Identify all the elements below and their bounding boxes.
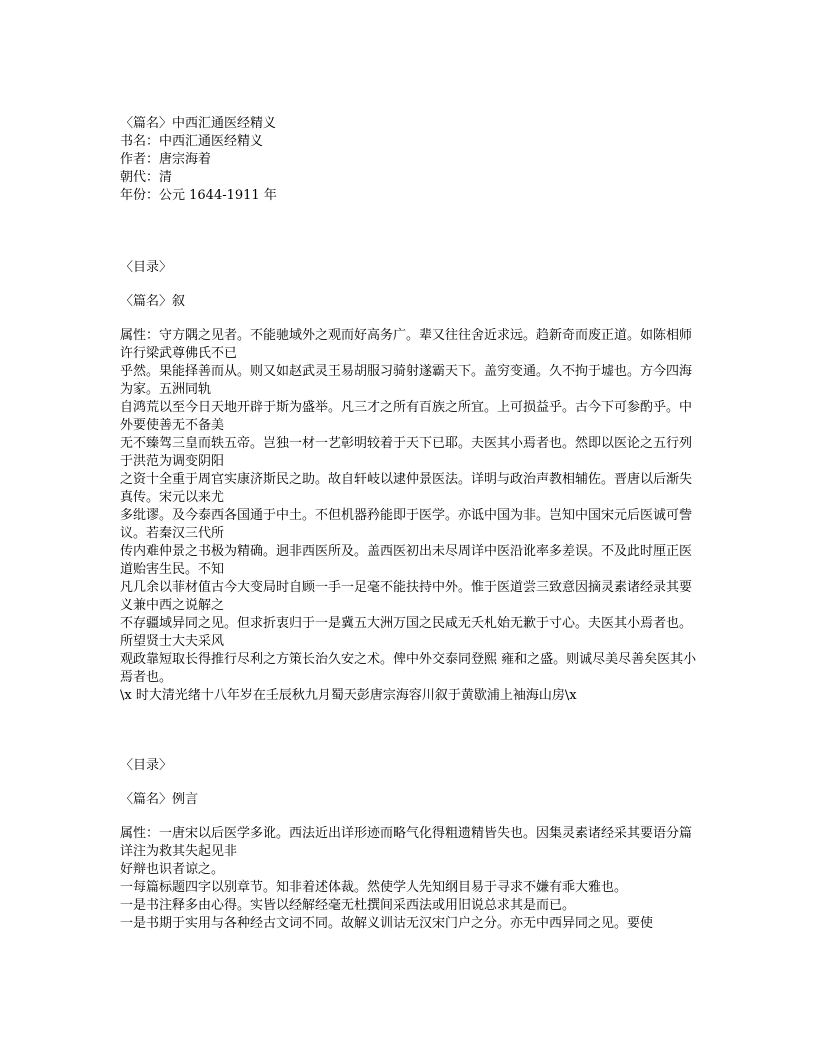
body-line: 好辩也识者谅之。 [120, 862, 225, 877]
spacer [120, 311, 700, 327]
body-line: 乎然。果能择善而从。则又如赵武灵王易胡服习骑射遂霸天下。盖穷变通。久不拘于墟也。方今四海为家。五洲同轨 [120, 364, 693, 397]
shu-ming-line: 书名：中西汇通医经精义 [120, 134, 264, 149]
spacer [120, 277, 700, 293]
body-line: 之资十全重于周官实康济斯民之助。故自轩岐以逮仲景医法。详明与政治声教相辅佐。晋唐以后渐失真传。宋元以来尤 [120, 472, 693, 505]
document-page [120, 115, 700, 933]
mulu-heading: 〈目录〉 [120, 758, 173, 773]
spacer [120, 809, 700, 825]
body-line: 一是书期于实用与各种经古文词不同。故解义训诂无汉宋门户之分。亦无中西异同之见。要使 [120, 916, 654, 931]
spacer [120, 705, 700, 757]
mulu-heading: 〈目录〉 [120, 260, 173, 275]
body-line: 不存疆域异同之见。但求折衷归于一是冀五大洲万国之民咸无夭札始无歉于寸心。夫医其小焉者也。所望贤士大夫采风 [120, 616, 693, 649]
body-line: 多纰谬。及今泰西各国通于中土。不但机器矜能即于医学。亦诋中国为非。岂知中国宋元后医诚可訾议。若秦汉三代所 [120, 508, 693, 541]
section-title: 〈篇名〉叙 [120, 294, 186, 309]
section-body [120, 327, 700, 705]
body-line: \x 时大清光绪十八年岁在壬辰秋九月蜀天彭唐宗海容川叙于黄歇浦上袖海山房\x [120, 688, 577, 703]
pian-ming-line: 〈篇名〉中西汇通医经精义 [120, 116, 277, 131]
body-line: 传内难仲景之书极为精确。迥非西医所及。盖西医初出未尽周详中医沿讹率多差误。不及此时厘正医道贻害生民。不知 [120, 544, 693, 577]
body-line: 一是书注释多由心得。实皆以经解经毫无杜撰间采西法或用旧说总求其是而已。 [120, 898, 576, 913]
section-title: 〈篇名〉例言 [120, 792, 199, 807]
chao-dai-line: 朝代：清 [120, 170, 173, 185]
body-line: 属性：守方隅之见者。不能驰域外之观而好高务广。辈又往往舍近求远。趋新奇而废正道。如陈相师许行梁武尊佛氏不已 [120, 328, 693, 361]
nian-fen-line: 年份：公元 1644-1911 年 [120, 188, 277, 203]
body-line: 观政靠短取长得推行尽利之方策长治久安之术。俾中外交泰同登熙 雍和之盛。则诚尽美尽善矣医其小焉者也。 [120, 652, 697, 685]
section-body [120, 825, 700, 933]
body-line: 凡几余以菲材值古今大变局时自顾一手一足毫不能扶持中外。惟于医道尝三致意因摘灵素诸经录其要义兼中西之说解之 [120, 580, 693, 613]
body-line: 属性：一唐宋以后医学多讹。西法近出详形迹而略气化得粗遗精皆失也。因集灵素诸经采其要语分篇详注为救其失起见非 [120, 826, 693, 859]
body-line: 一每篇标题四字以别章节。知非着述体裁。然使学人先知纲目易于寻求不嫌有乖大雅也。 [120, 880, 628, 895]
body-line: 无不臻驾三皇而轶五帝。岂独一材一艺彰明较着于天下已耶。夫医其小焉者也。然即以医论之五行列于洪范为调变阴阳 [120, 436, 693, 469]
zuo-zhe-line: 作者：唐宗海着 [120, 152, 212, 167]
spacer [120, 205, 700, 259]
spacer [120, 775, 700, 791]
body-line: 自鸿荒以至今日天地开辟于斯为盛举。凡三才之所有百族之所宜。上可损益乎。古今下可参酌乎。中外要使善无不备美 [120, 400, 693, 433]
